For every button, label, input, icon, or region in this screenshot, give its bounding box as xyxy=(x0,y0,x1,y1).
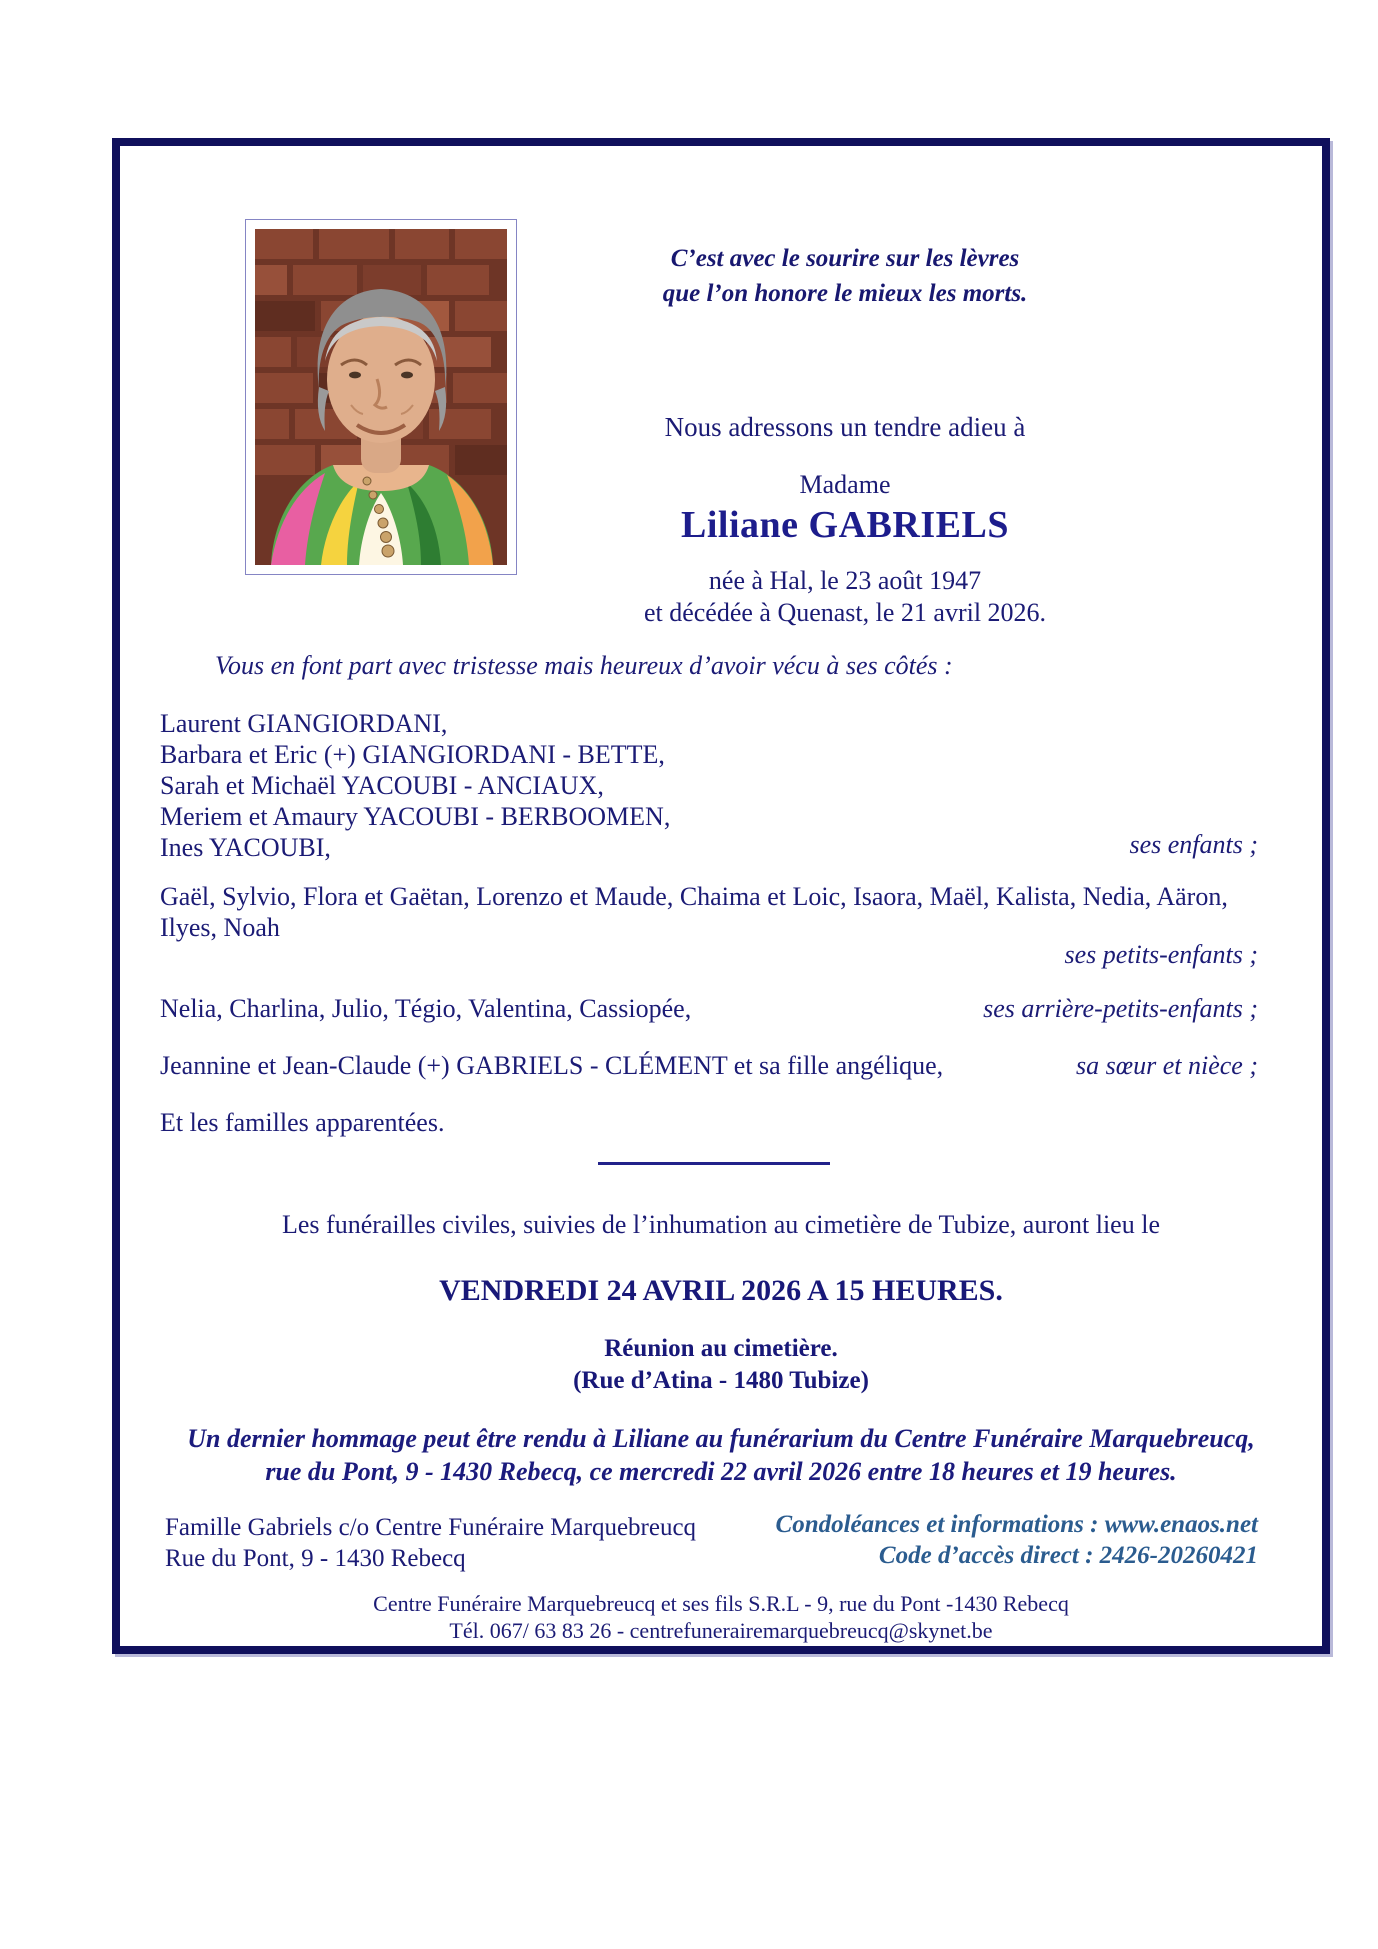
birth-line: née à Hal, le 23 août 1947 xyxy=(708,566,982,595)
announcement-line: Vous en font part avec tristesse mais heureux d’avoir vécu à ses côtés : xyxy=(215,651,953,680)
separator-rule xyxy=(598,1162,830,1165)
homage-line-1: Un dernier hommage peut être rendu à Liliane au funérarium du Centre Funéraire Marquebreucq, xyxy=(187,1424,1255,1453)
header-column xyxy=(440,241,1250,629)
child-line: Sarah et Michaël YACOUBI - ANCIAUX, xyxy=(160,771,604,800)
child-line: Barbara et Eric (+) GIANGIORDANI - BETTE, xyxy=(160,740,665,769)
condolences-block xyxy=(776,1509,1258,1571)
great-grandchildren-line: Nelia, Charlina, Julio, Tégio, Valentina, Cassiopée, xyxy=(160,994,692,1023)
related-families-line: Et les familles apparentées. xyxy=(160,1108,445,1137)
sister-line: Jeannine et Jean-Claude (+) GABRIELS - CLÉMENT et sa fille angélique, xyxy=(160,1051,944,1080)
funeral-announcement-line: Les funérailles civiles, suivies de l’inhumation au cimetière de Tubize, auront lieu le xyxy=(282,1210,1160,1239)
family-contact-block xyxy=(165,1512,696,1574)
sister-relation-label: sa sœur et nièce ; xyxy=(1076,1051,1258,1080)
funeral-date-line: VENDREDI 24 AVRIL 2026 A 15 HEURES. xyxy=(439,1274,1003,1307)
child-line: Meriem et Amaury YACOUBI - BERBOOMEN, xyxy=(160,802,671,831)
civility-title: Madame xyxy=(799,470,891,499)
meeting-line-2: (Rue d’Atina - 1480 Tubize) xyxy=(573,1367,869,1394)
quote-line-2: que l’on honore le mieux les morts. xyxy=(662,280,1028,307)
death-line: et décédée à Quenast, le 21 avril 2026. xyxy=(643,598,1047,627)
children-list xyxy=(160,708,670,863)
child-line: Laurent GIANGIORDANI, xyxy=(160,709,448,738)
funeral-home-block xyxy=(120,1590,1322,1644)
funeral-home-line-2: Tél. 067/ 63 83 26 - centrefunerairemarquebreucq@skynet.be xyxy=(449,1618,993,1643)
deceased-name: Liliane GABRIELS xyxy=(681,504,1009,546)
family-contact-line-1: Famille Gabriels c/o Centre Funéraire Marquebreucq xyxy=(165,1514,697,1541)
homage-line-2: rue du Pont, 9 - 1430 Rebecq, ce mercredi 22 avril 2026 entre 18 heures et 19 heures. xyxy=(265,1457,1177,1486)
access-code-line: Code d’accès direct : 2426-20260421 xyxy=(878,1542,1258,1569)
child-line: Ines YACOUBI, xyxy=(160,833,331,862)
family-contact-line-2: Rue du Pont, 9 - 1430 Rebecq xyxy=(165,1545,466,1572)
grandchildren-relation-label: ses petits-enfants ; xyxy=(1064,940,1258,969)
condolences-line: Condoléances et informations : www.enaos.net xyxy=(775,1511,1258,1538)
great-grandchildren-relation-label: ses arrière-petits-enfants ; xyxy=(983,994,1258,1023)
grandchildren-line-1: Gaël, Sylvio, Flora et Gaëtan, Lorenzo et Maude, Chaima et Loic, Isaora, Maël, Kalista, Nedia, Aäron, xyxy=(160,882,1228,911)
funeral-home-line-1: Centre Funéraire Marquebreucq et ses fils S.R.L - 9, rue du Pont -1430 Rebecq xyxy=(373,1591,1069,1616)
memorial-card-frame xyxy=(112,138,1330,1654)
grandchildren-line-2: Ilyes, Noah xyxy=(160,913,280,942)
children-relation-label: ses enfants ; xyxy=(1129,830,1258,859)
meeting-line-1: Réunion au cimetière. xyxy=(604,1335,838,1362)
greeting-line: Nous adressons un tendre adieu à xyxy=(664,412,1026,442)
quote-line-1: C’est avec le sourire sur les lèvres xyxy=(670,245,1020,272)
